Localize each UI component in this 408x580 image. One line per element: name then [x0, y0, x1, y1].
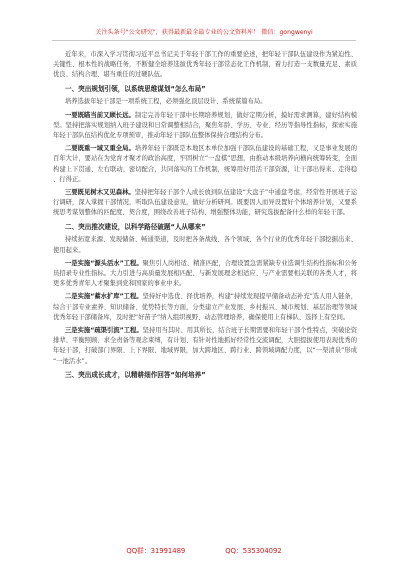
- point-body: 聚焦引人岗相适、精准匹配，合理设置急需紧缺专业选调生结构性指标和公务员招录专业性指标。大力引进与高质量发展相匹配、与新发展理念相适应、与产业需要相关联的各类人才，将更多优秀青年人才聚集到党和国家的事业中来。: [53, 259, 358, 288]
- section-2-point-2: [53, 292, 357, 323]
- section-2-title: 二、突出推次建设，以科学路径破题“人从哪来”: [65, 222, 206, 231]
- header-divider: [52, 40, 356, 41]
- point-lead: 三是实施“疏渠引流”工程。: [65, 327, 143, 335]
- point-body: 坚持用当其时、用其所长，结合班子长期需要和年轻干部个性特点，突破论资排辈、平衡照顾、求全责备等观念束缚，有计划、有针对性地抓好经常性交流调配，大胆提拔使用表现优秀的年轻干部，打破部门界限、上下界限、地域界限，加大跨地区、跨行业、跨领域调配力度，以“一渠清泉”形成“一池活水”。: [53, 327, 358, 365]
- section-1-point-3: [53, 188, 357, 219]
- point-lead: 二要既重一域又重全局。: [65, 145, 135, 153]
- intro-paragraph: 近年来，市深入学习贯彻习近平总书记关于年轻干部工作的重要论述，把年轻干部队伍建设作为紧迫性、关键性、根本性的战略任务，不断健全培养选拔优秀年轻干部常态化工作机制，着力打造一支数量充足、素质优良、结构合理、堪当重任的过硬队伍。: [53, 51, 357, 79]
- section-2-intro: 持续拓宽来源、发现储备、畅通渠道，及时把各条战线、各个领域、各个行业的优秀年轻干部挖掘出来、使用起来。: [53, 236, 357, 254]
- point-body: 坚持好中选优、择优培养，构建“持续发现提早储备动态补充”选人用人链条，综合干部专业素养、知识储备、优势特长等方面，分类建立产业发展、乡村振兴、城市规划、基层治理等领域优秀年轻干部储备库，及时把“好苗子”纳入组织视野、动态管理培养，确保使用上有梯队、选择上有空间。: [53, 293, 357, 321]
- page-footer-contacts: [52, 546, 356, 557]
- section-2-point-1: [53, 259, 357, 290]
- section-1-intro: 培养选拔年轻干部是一项系统工程，必须强化顶层设计、系统谋篇布局。: [65, 98, 267, 106]
- point-lead: 二是实施“蓄水扩库”工程。: [65, 293, 143, 301]
- point-lead: 一是实施“源头活水”工程。: [65, 259, 143, 267]
- point-lead: 一要既瞄当前又顾长远。: [65, 111, 135, 119]
- qq-group-number: QQ群：31991489: [126, 547, 186, 555]
- point-body: 坚持把年轻干部个人成长放到队伍建设“大盘子”中通盘考虑，经常性开展班子运行调研，深入掌握干部情况，听取队伍建设意见，做好分析研判。既要因人而异设置好个体培养计划，又要系统思考谋划整体的匹配度、契合度，围绕改善班子结构、增强整体功能，研究选拔配备什么样的年轻干部。: [53, 189, 358, 217]
- document-body: [53, 50, 357, 384]
- section-2-point-3: [53, 326, 357, 367]
- point-lead: 三要既见树木又见森林。: [65, 189, 135, 197]
- section-3-title: 三、突出成长成才，以精耕细作回答“如何培养”: [65, 370, 206, 379]
- section-1-title: 一、突出规划引领，以系统思维谋划“怎么布局”: [65, 84, 206, 93]
- section-1-point-2: [53, 144, 357, 185]
- section-1-point-1: [53, 111, 357, 142]
- point-body: 培养年轻干部既是本地区本单位加强干部队伍建设的基础工程，又是事业发展的百年大计，要站在为党育才聚才的政治高度，牢固树立“一盘棋”思想，由推动本级培养向横向统筹转变，全面构建上下贯通、左右联动、密切配合，共同落实的工作机制，统筹用好用活干部资源，让干部出得来、走得稳、行得正。: [53, 145, 358, 183]
- page-header-notice: 关注头条号"公文研究"，获得最新最全最专业的公文资料库！ 微信：gongwenyi: [95, 29, 313, 36]
- qq-number: QQ：535304092: [225, 547, 282, 555]
- point-body: 制定完善年轻干部中长期培养规划，做好定期分析，摸好需求测算，建好结构模型。坚持把落实规划纳入班子建设和日常调整相结合，聚焦年龄、学历、专业、经历等指导性指标，探索实施年轻干部队伍结构优化专项预审，推动年轻干部队伍整体保持合理结构分布。: [53, 111, 358, 140]
